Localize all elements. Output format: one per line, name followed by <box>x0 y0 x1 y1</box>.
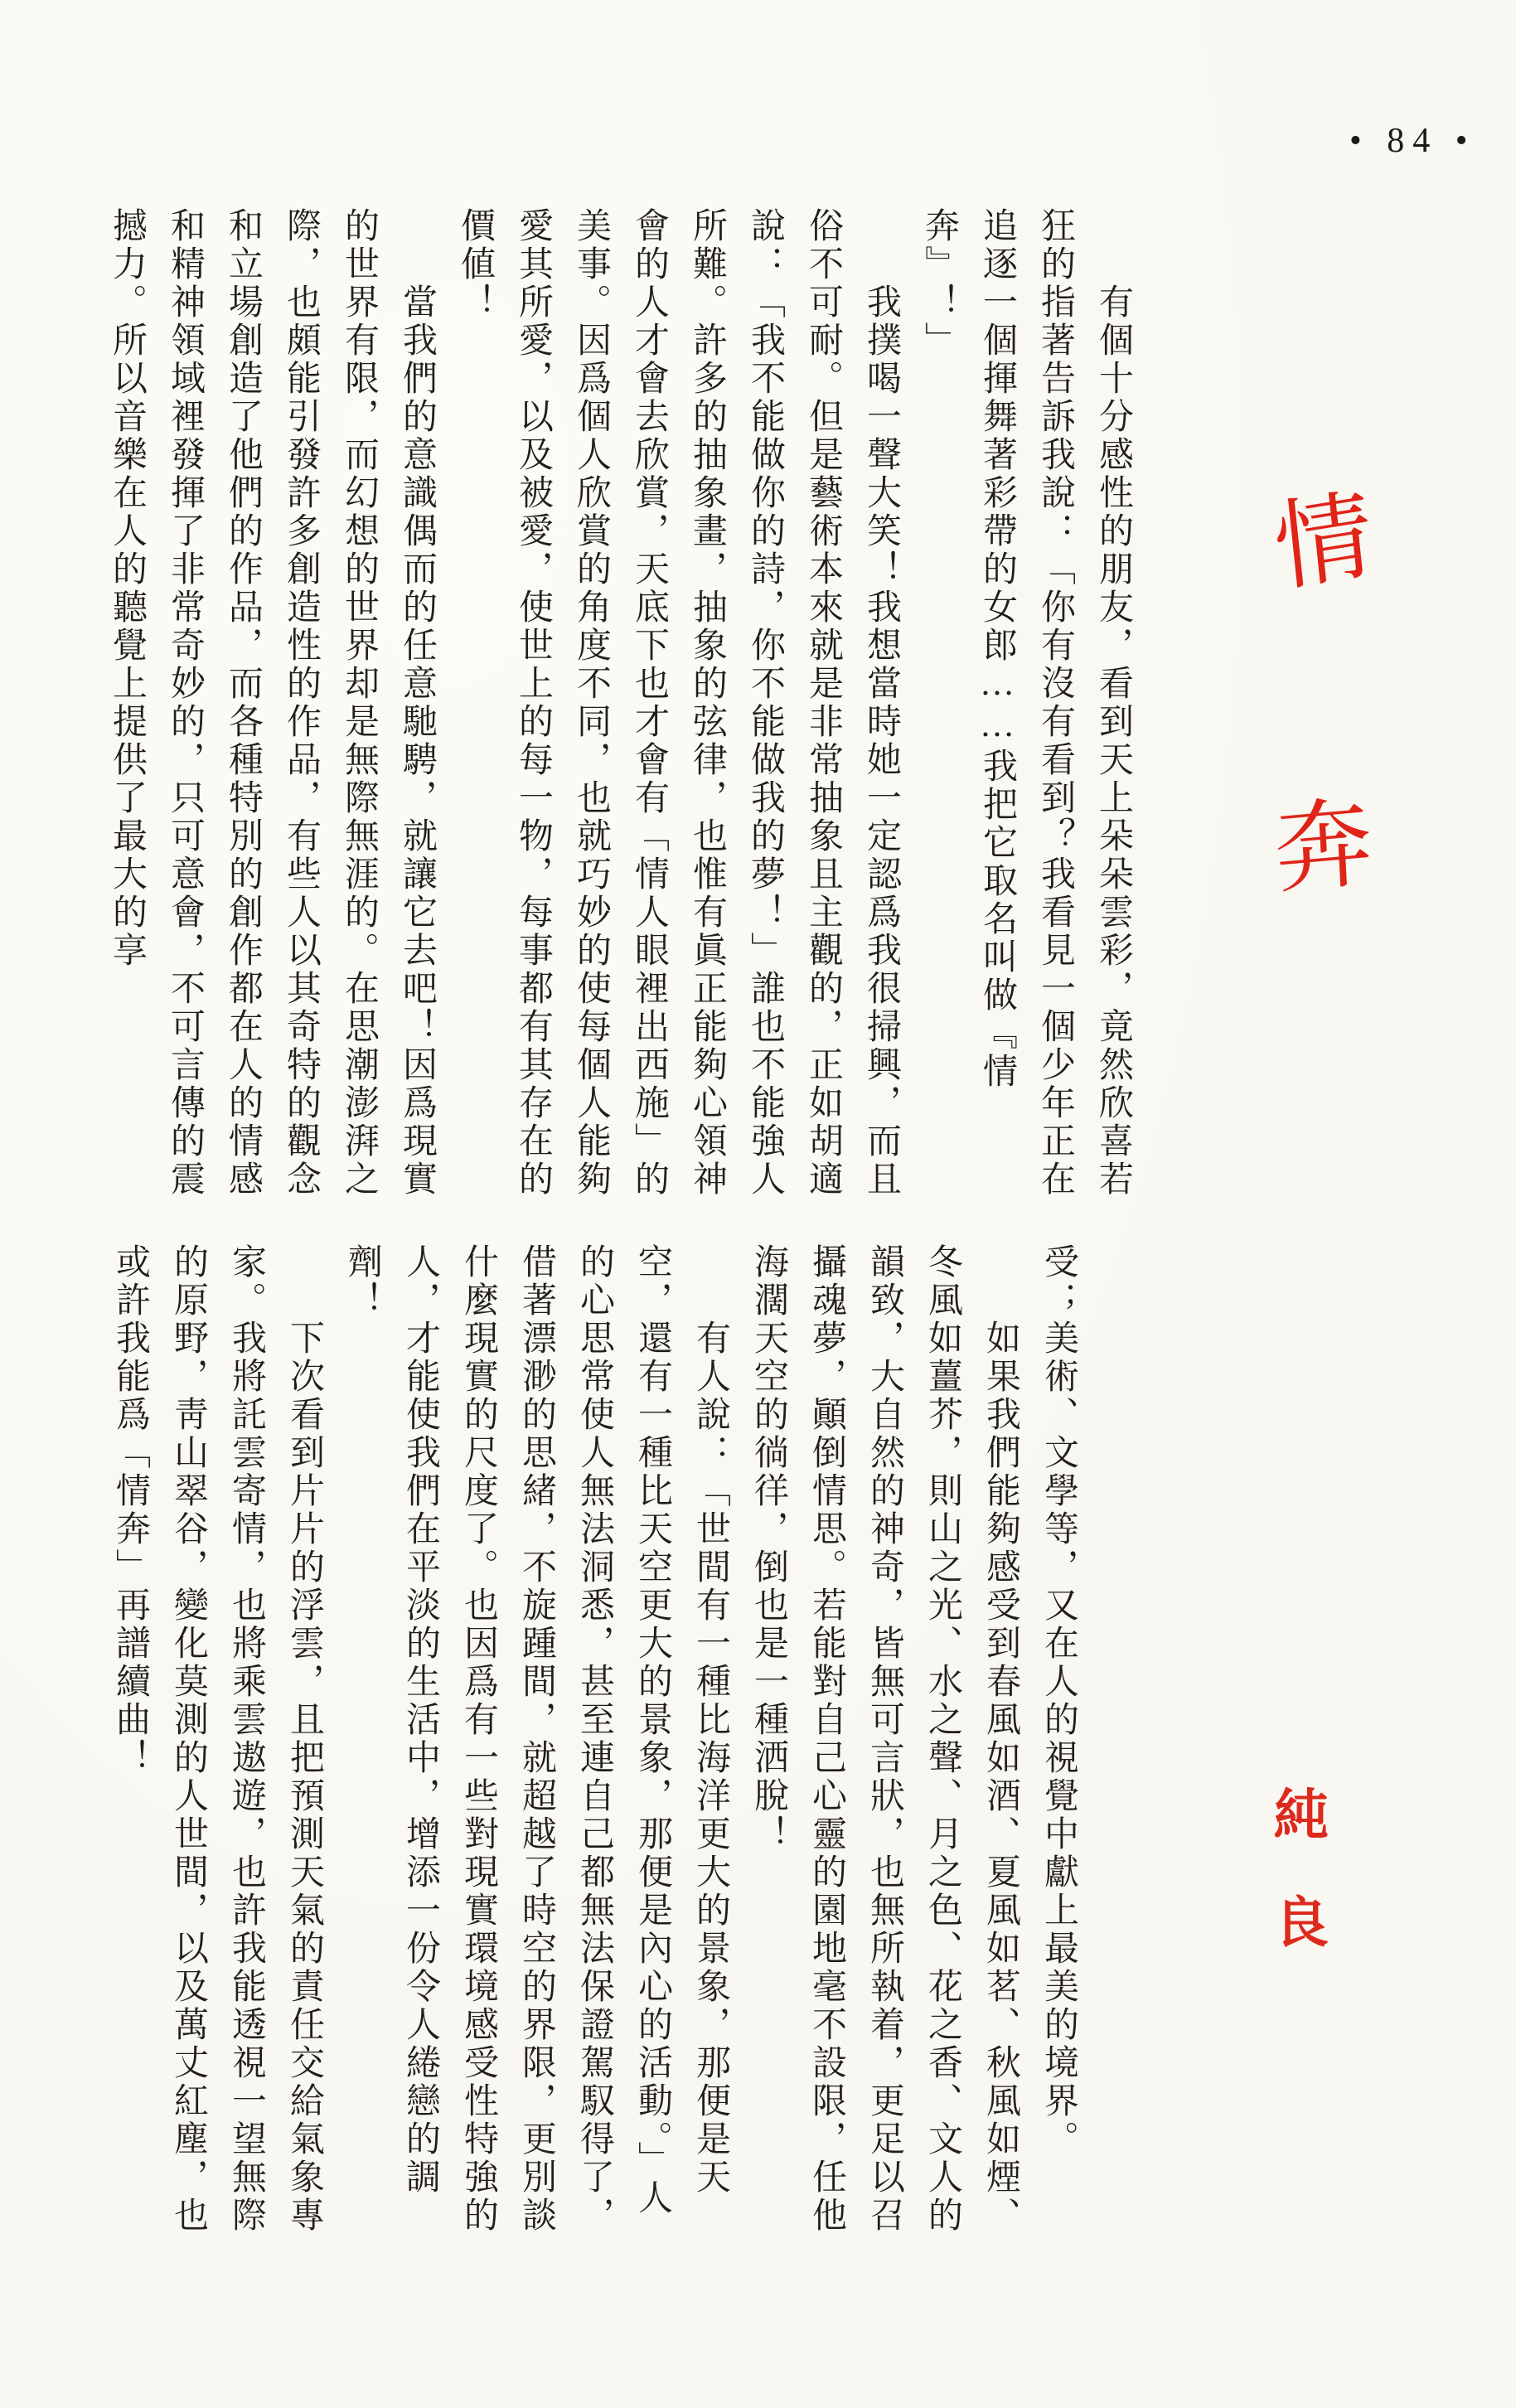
title-char-ben: 奔 <box>1271 788 1376 907</box>
paragraph: 我撲喝一聲大笑！我想當時她一定認爲我很掃興，而且俗不可耐。但是藝術本來就是非常抽象且主觀的，正如胡適說：「我不能做你的詩，你不能做我的夢！」誰也不能強人所難。許多的抽象畫，抽象的弦律，也惟有眞正能夠心領神會的人才會去欣賞，天底下也才會有「情人眼裡出西施」的美事。因爲個人欣賞的角度不同，也就巧妙的使每個人能夠愛其所愛，以及被愛，使世上的每一物，每事都有其存在的價値！ <box>456 207 900 1199</box>
author-char-2: 良 <box>1274 1893 1329 1954</box>
paragraph: 有個十分感性的朋友，看到天上朵朵雲彩，竟然欣喜若狂的指著告訴我說：「你有沒有看到？我看見一個少年正在追逐一個揮舞著彩帶的女郎……我把它取名叫做『情奔』！」 <box>920 207 1132 1199</box>
author-name <box>1263 1785 1339 1954</box>
article-title <box>1269 481 1378 907</box>
paragraph: 如果我們能夠感受到春風如酒、夏風如茗、秋風如煙、冬風如薑芥，則山之光、水之聲、月之色、花之香、文人的韻致，大自然的神奇，皆無可言狀，也無所執着，更足以召攝魂夢，顚倒情思。若能對自己心靈的園地毫不設限，任他海濶天空的徜徉，倒也是一種洒脫！ <box>749 1243 1020 2235</box>
page-number: • 84 • <box>1349 122 1476 160</box>
title-char-qing: 情 <box>1269 481 1378 604</box>
paragraph: 有人說：「世間有一種比海洋更大的景象，那便是天空，還有一種比天空更大的景象，那便是內心的活動。」人的心思常使人無法洞悉，甚至連自己都無法保證駕馭得了，借著漂渺的思緒，不旋踵間，就超越了時空的界限，更別談什麼現實的尺度了。也因爲有一些對現實環境感受性特強的人，才能使我們在平淡的生活中，增添一份令人綣戀的調劑！ <box>343 1243 729 2235</box>
author-char-1: 純 <box>1274 1785 1329 1846</box>
paragraph: 下次看到片片的浮雲，且把預測天氣的責任交給氣象專家。我將託雲寄情，也將乘雲遨遊，也許我能透視一望無際的原野，靑山翠谷，變化莫測的人世間，以及萬丈紅塵，也或許我能爲「情奔」再譜續曲！ <box>111 1243 323 2235</box>
paragraph: 當我們的意識偶而的任意馳騁，就讓它去吧！因爲現實的世界有限，而幻想的世界却是無際無涯的。在思潮澎湃之際，也頗能引發許多創造性的作品，有些人以其奇特的觀念和立場創造了他們的作品，而各種特別的創作都在人的情感和精神領域裡發揮了非常奇妙的，只可意會，不可言傳的震撼力。所以音樂在人的聽覺上提供了最大的享 <box>108 207 436 1199</box>
bottom-text-block <box>68 1243 1087 2240</box>
top-text-block <box>68 207 1142 1204</box>
paragraph-continuation: 受；美術、文學等，又在人的視覺中獻上最美的境界。 <box>1039 1243 1078 2158</box>
